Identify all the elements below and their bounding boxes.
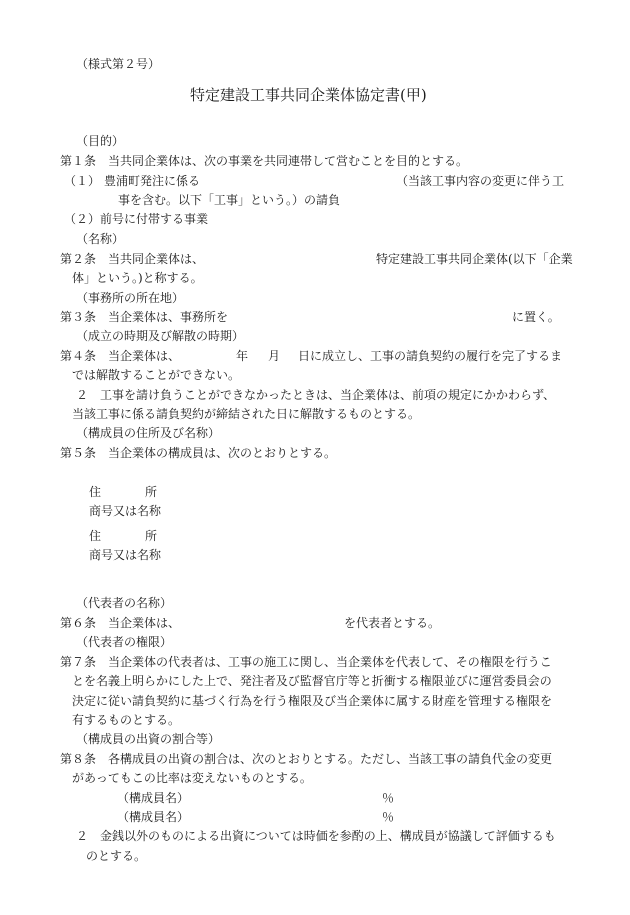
article-1-item-2: （２）前号に付帯する事業: [64, 212, 209, 226]
article-4-heading: （成立の時期及び解散の時期）: [76, 329, 245, 343]
page-title: 特定建設工事共同企業体協定書(甲): [190, 86, 427, 104]
article-3-suffix: に置く。: [512, 310, 560, 324]
article-1-item-1-text: 豊浦町発注に係る: [104, 174, 201, 188]
article-4-year: 年: [236, 349, 249, 363]
article-7-line-2: とを名義上明らかにした上で、発注者及び監督官庁等と折衝する権限並びに運営委員会の: [72, 674, 552, 688]
article-2-name-suffix: 特定建設工事共同企業体(以下「企業: [376, 252, 573, 266]
article-7-line-3: 決定に従い請負契約に基づく行為を行う権限及び当企業体に属する財産を管理する権限を: [72, 694, 553, 708]
member-1-name-label: 商号又は名称: [89, 504, 162, 518]
article-4-text: 第４条 当企業体は、: [60, 349, 181, 363]
article-4-month: 月: [268, 349, 281, 363]
article-6-text: 第６条 当企業体は、: [60, 616, 181, 630]
article-8-line-2: があってもこの比率は変えないものとする。: [72, 771, 312, 785]
article-1-item-1-label: （１）: [64, 174, 101, 188]
article-4-paragraph-2: ２ 工事を請け負うことができなかったときは、当企業体は、前項の規定にかかわらず、: [76, 388, 556, 402]
article-2-text: 第２条 当共同企業体は、: [60, 252, 205, 266]
article-1-text: 第１条 当共同企業体は、次の事業を共同連帯して営むことを目的とする。: [60, 154, 469, 168]
article-3-text: 第３条 当企業体は、事務所を: [60, 310, 229, 324]
article-8-heading: （構成員の出資の割合等）: [76, 732, 221, 746]
article-7-line-1: 第７条 当企業体の代表者は、工事の施工に関し、当企業体を代表して、その権限を行うこ: [60, 655, 552, 669]
share-row-2-label: （構成員名）: [117, 810, 190, 824]
article-4-paragraph-2-continuation: 当該工事に係る請負契約が締結された日に解散するものとする。: [72, 407, 421, 421]
article-2-heading: （名称）: [76, 232, 125, 246]
member-2-name-label: 商号又は名称: [89, 548, 162, 562]
member-2-address-label-2: 所: [145, 529, 158, 543]
share-row-2-percent: ％: [382, 810, 395, 824]
member-1-address-label-2: 所: [145, 485, 158, 499]
share-row-1-percent: ％: [382, 791, 395, 805]
article-7-heading: （代表者の権限）: [76, 635, 173, 649]
article-6-suffix: を代表者とする。: [344, 616, 441, 630]
share-row-1-label: （構成員名）: [117, 791, 190, 805]
article-2-continuation: 体」という。)と称する。: [72, 271, 203, 285]
member-1-address-label: 住: [89, 485, 102, 499]
article-8-paragraph-2-continuation: のとする。: [86, 849, 147, 863]
article-1-item-1-continuation: 事を含む。以下「工事」という。）の請負: [118, 193, 341, 207]
article-7-line-4: 有するものとする。: [72, 713, 181, 727]
article-4-continuation: では解散することができない。: [72, 368, 241, 382]
form-number: （様式第２号）: [76, 57, 161, 71]
member-2-address-label: 住: [89, 529, 102, 543]
article-8-paragraph-2: ２ 金銭以外のものによる出資については時価を参酌の上、構成員が協議して評価するも: [76, 829, 556, 843]
article-6-heading: （代表者の名称）: [76, 596, 173, 610]
article-1-heading: （目的）: [76, 134, 125, 148]
article-5-heading: （構成員の住所及び名称）: [76, 426, 221, 440]
article-5-text: 第５条 当企業体の構成員は、次のとおりとする。: [60, 446, 337, 460]
article-3-heading: （事務所の所在地）: [76, 291, 185, 305]
article-1-item-1-note: （当該工事内容の変更に伴う工: [396, 174, 565, 188]
article-8-line-1: 第８条 各構成員の出資の割合は、次のとおりとする。ただし、当該工事の請負代金の変更: [60, 752, 553, 766]
article-4-text-end: 日に成立し、工事の請負契約の履行を完了するま: [298, 349, 563, 363]
